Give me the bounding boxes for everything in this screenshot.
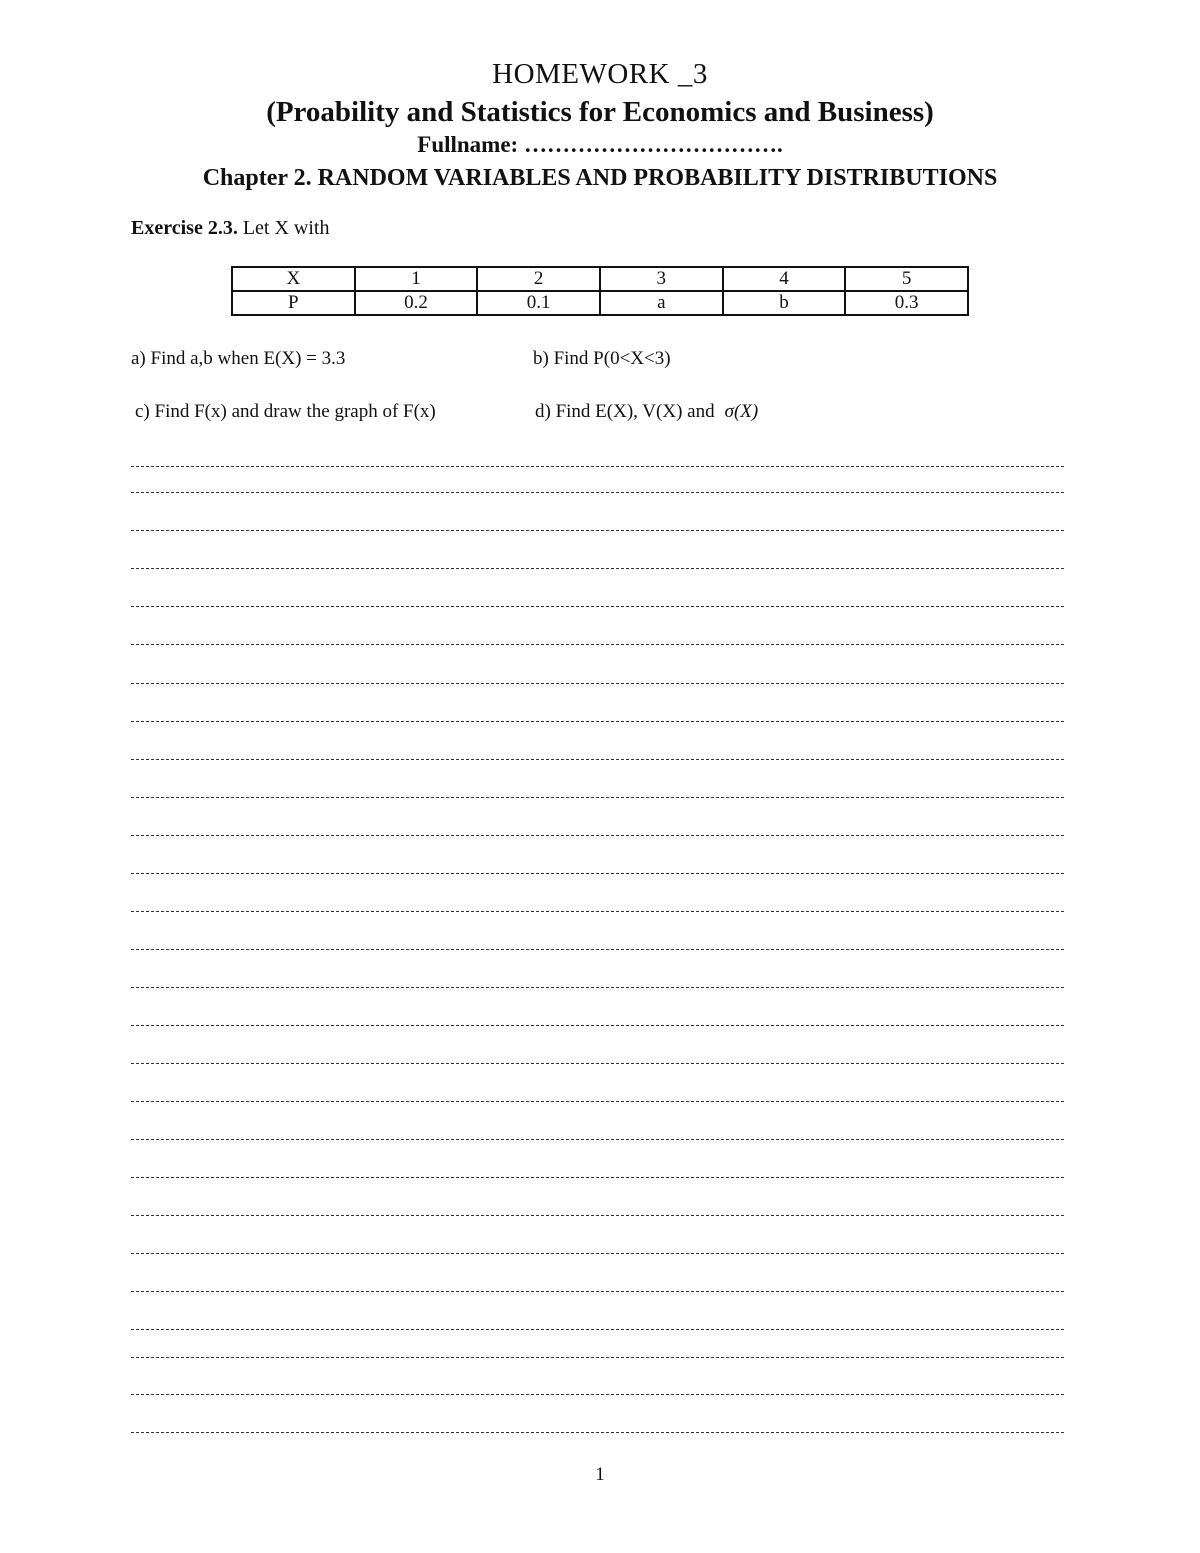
answer-line xyxy=(131,1215,1064,1216)
answer-line xyxy=(131,568,1064,569)
answer-line xyxy=(131,1025,1064,1026)
answer-line xyxy=(131,1177,1064,1178)
table-cell: 4 xyxy=(723,267,846,291)
table-cell: a xyxy=(600,291,723,315)
answer-line xyxy=(131,1291,1064,1292)
table-cell: 5 xyxy=(845,267,968,291)
answer-line xyxy=(131,949,1064,950)
answer-line xyxy=(131,683,1064,684)
table-cell: 2 xyxy=(477,267,600,291)
exercise-text: Let X with xyxy=(237,217,330,239)
sigma-symbol: σ(X) xyxy=(724,401,759,422)
answer-line xyxy=(131,759,1064,760)
answer-line xyxy=(131,1432,1064,1433)
page-number: 1 xyxy=(595,1464,605,1485)
answer-line xyxy=(131,644,1064,645)
table-row-x xyxy=(232,267,968,291)
answer-line xyxy=(131,530,1064,531)
table-cell: P xyxy=(232,291,355,315)
table-cell: 0.2 xyxy=(355,291,478,315)
answer-line xyxy=(131,1253,1064,1254)
table-cell: 0.3 xyxy=(845,291,968,315)
question-c: c) Find F(x) and draw the graph of F(x) xyxy=(135,401,436,422)
question-b: b) Find P(0<X<3) xyxy=(533,348,671,369)
table-cell: 1 xyxy=(355,267,478,291)
answer-line xyxy=(131,1139,1064,1140)
answer-line xyxy=(131,1357,1064,1358)
answer-line xyxy=(131,721,1064,722)
course-subtitle: (Proability and Statistics for Economics and Business) xyxy=(266,96,934,128)
table-cell: 0.1 xyxy=(477,291,600,315)
answer-line xyxy=(131,492,1064,493)
chapter-heading: Chapter 2. RANDOM VARIABLES AND PROBABILITY DISTRIBUTIONS xyxy=(202,165,998,191)
answer-line xyxy=(131,835,1064,836)
answer-line xyxy=(131,606,1064,607)
question-d-text: d) Find E(X), V(X) and xyxy=(535,401,715,422)
table-cell: 3 xyxy=(600,267,723,291)
exercise-intro xyxy=(131,215,329,241)
table-cell: b xyxy=(723,291,846,315)
answer-line xyxy=(131,873,1064,874)
answer-line xyxy=(131,1394,1064,1395)
answer-line xyxy=(131,1063,1064,1064)
page-title: HOMEWORK _3 xyxy=(492,58,708,90)
question-a: a) Find a,b when E(X) = 3.3 xyxy=(131,348,346,369)
answer-line xyxy=(131,987,1064,988)
answer-line xyxy=(131,797,1064,798)
answer-line xyxy=(131,911,1064,912)
answer-line xyxy=(131,466,1064,467)
table-row-p xyxy=(232,291,968,315)
question-d xyxy=(535,400,758,424)
table-cell: X xyxy=(232,267,355,291)
distribution-table xyxy=(231,266,969,316)
exercise-label: Exercise 2.3. xyxy=(131,217,238,239)
fullname-field: Fullname: ……………………………. xyxy=(417,132,783,157)
answer-line xyxy=(131,1101,1064,1102)
answer-line xyxy=(131,1329,1064,1330)
